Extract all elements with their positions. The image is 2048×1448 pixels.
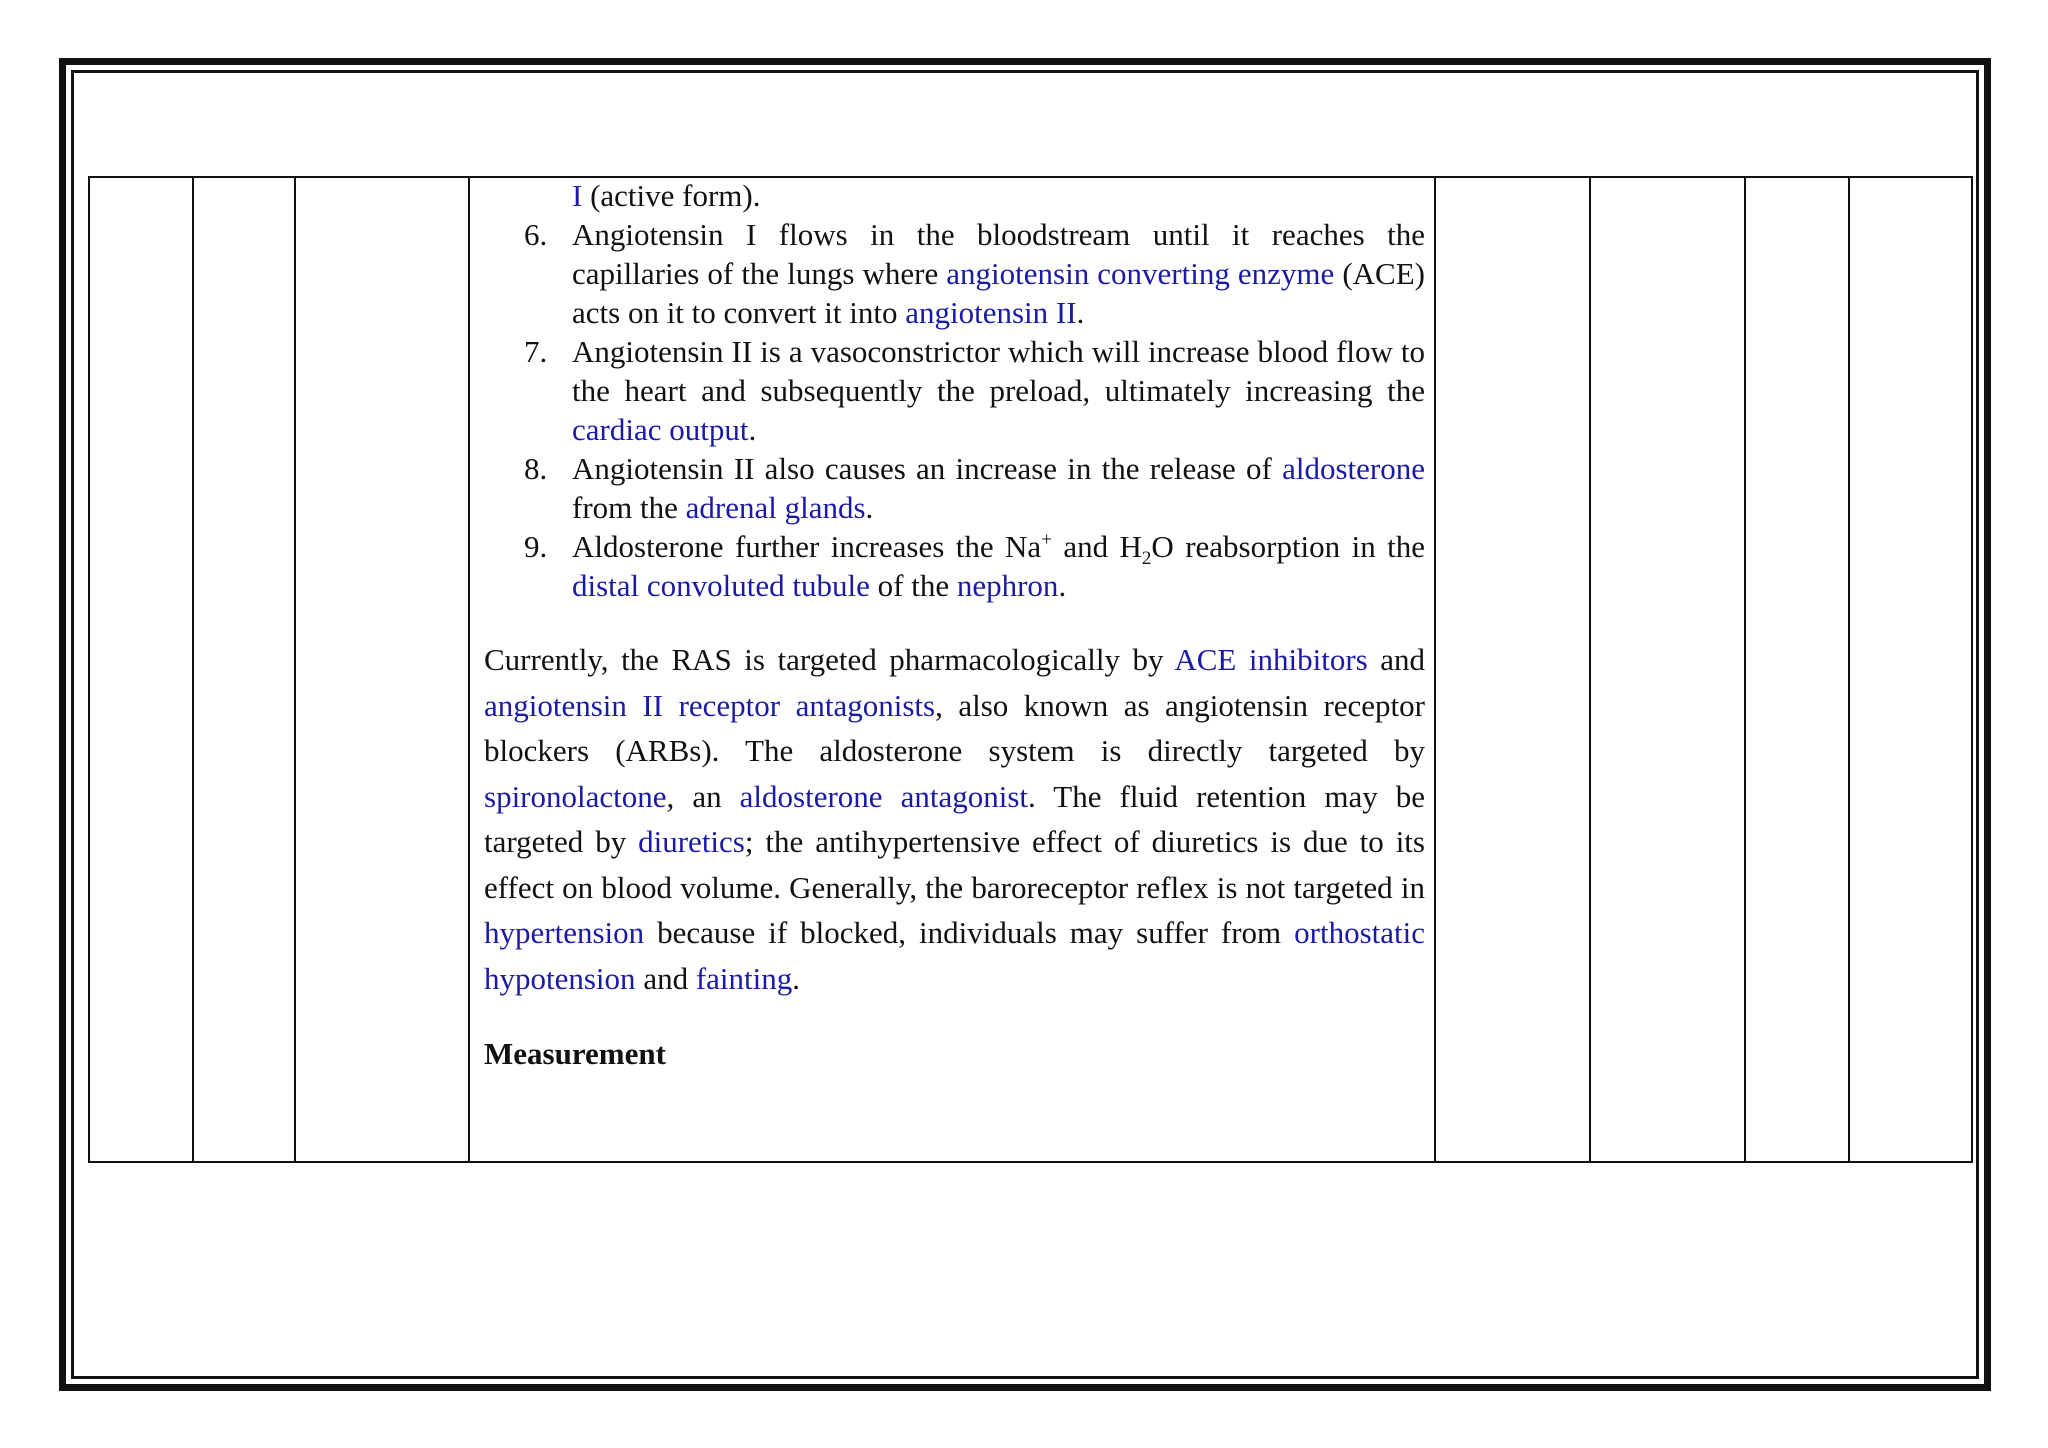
text-run: .: [1058, 568, 1067, 603]
table-column-divider: [468, 176, 470, 1163]
text-run: Angiotensin II is a vasoconstrictor which will increase blood flow to the heart and subsequently the preload, ultimately increasing the: [572, 334, 1425, 408]
text-run: and: [635, 960, 696, 996]
text-run: and: [1367, 642, 1426, 677]
link[interactable]: aldosterone: [1282, 451, 1425, 486]
text-run: Aldosterone further increases the Na: [572, 529, 1042, 564]
table-column-divider: [294, 176, 296, 1163]
list-item: [484, 332, 1425, 449]
text-run: because if blocked, individuals may suffer from: [644, 915, 1295, 950]
text-run: Angiotensin I flows in the bloodstream until it reaches the capillaries of the lungs where: [572, 217, 1425, 291]
text-run: , an: [666, 778, 740, 814]
link[interactable]: distal convoluted tubule: [572, 568, 870, 603]
text-run: Angiotensin II also causes an increase in the release of: [572, 451, 1283, 486]
link[interactable]: adrenal glands: [685, 490, 866, 525]
numbered-list-items: [484, 215, 1425, 605]
text-run: .: [792, 960, 800, 996]
text-run: .: [1076, 295, 1085, 330]
link[interactable]: angiotensin II: [905, 295, 1077, 330]
link[interactable]: diuretics: [638, 824, 745, 859]
text-run: (ACE) acts on it to convert it into: [572, 256, 1425, 330]
table-column-divider: [1848, 176, 1850, 1163]
text-run: .: [865, 490, 874, 525]
text-run: Currently, the RAS is targeted pharmacologically by: [484, 642, 1175, 677]
table-column-divider: [1589, 176, 1591, 1163]
list-text: (active form).: [582, 178, 761, 213]
link[interactable]: fainting: [695, 960, 793, 996]
text-run: . The fluid retention may be targeted by: [484, 778, 1426, 859]
superscript: +: [1041, 529, 1052, 551]
text-run: ; the antihypertensive effect of diuretics is due to its effect on blood volume. Generally, the baroreceptor reflex is not targeted in: [484, 824, 1425, 905]
content-cell: [484, 176, 1425, 1074]
text-run: O reabsorption in the: [1151, 529, 1426, 564]
text-run: and H: [1051, 529, 1142, 564]
list-number: 6.: [524, 217, 548, 252]
link[interactable]: aldosterone antagonist: [739, 778, 1029, 814]
list-item: [484, 215, 1425, 332]
link[interactable]: angiotensin converting enzyme: [946, 256, 1335, 291]
link[interactable]: spironolactone: [484, 778, 667, 814]
body-paragraph: [484, 637, 1425, 1001]
table-column-divider: [1434, 176, 1436, 1163]
text-run: , also known as angiotensin receptor blockers (ARBs). The aldosterone system is directly targeted by: [484, 687, 1425, 768]
link[interactable]: orthostatic hypotension: [484, 915, 1425, 996]
section-heading: Measurement: [484, 1036, 666, 1071]
text-run: of the: [869, 568, 957, 603]
text-run: from the: [572, 490, 686, 525]
link[interactable]: hypertension: [484, 915, 645, 950]
text-run: .: [748, 412, 757, 447]
list-item-continuation: [484, 176, 1425, 215]
list-item: [484, 527, 1425, 605]
subscript: 2: [1141, 548, 1152, 570]
list-item: [484, 449, 1425, 527]
link[interactable]: nephron: [956, 568, 1059, 603]
list-number: 8.: [524, 451, 548, 486]
numbered-list: [484, 176, 1425, 215]
list-number: 9.: [524, 529, 548, 564]
link[interactable]: cardiac output: [572, 412, 749, 447]
table-column-divider: [1744, 176, 1746, 1163]
list-number: 7.: [524, 334, 548, 369]
link[interactable]: I: [572, 178, 583, 213]
link[interactable]: ACE inhibitors: [1174, 642, 1368, 677]
link[interactable]: angiotensin II receptor antagonists: [484, 687, 936, 723]
table-column-divider: [192, 176, 194, 1163]
